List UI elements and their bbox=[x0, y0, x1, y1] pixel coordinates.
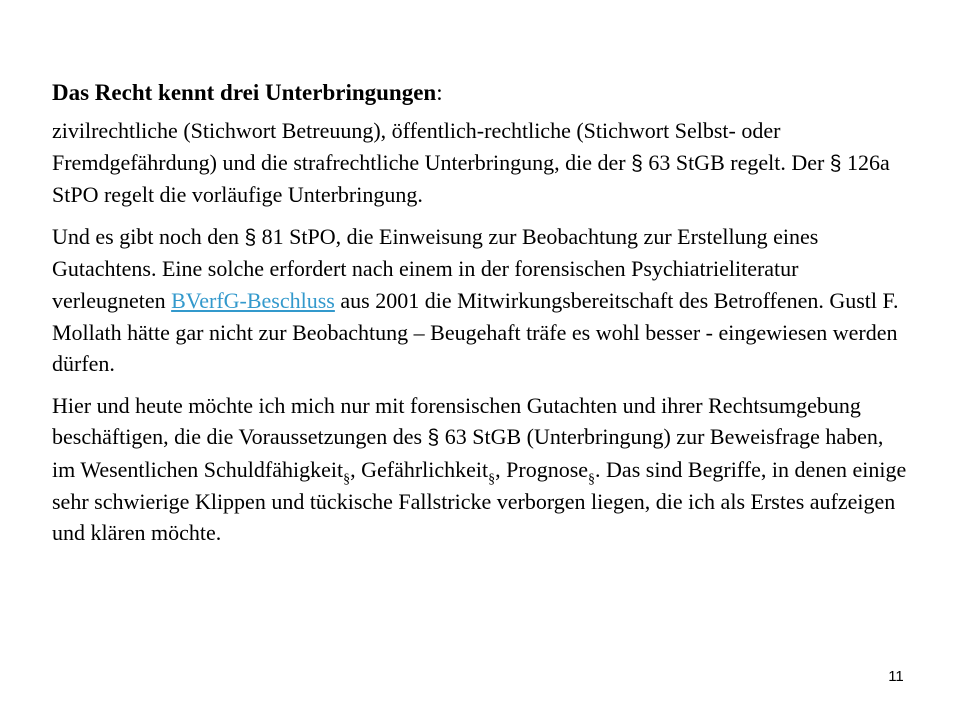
page-number: 11 bbox=[888, 668, 904, 685]
p1-text-3: 126a StPO regelt die vorläufige Unterbringung. bbox=[52, 149, 890, 208]
p3-text-5: . Das sind Begriffe, in denen einige sehr schwierige Klippen und tückische Fallstricke verborgen liegen, die ich als Erstes aufzeigen und klären möchte. bbox=[52, 456, 907, 546]
p1-text-2: 63 StGB regelt. Der bbox=[642, 149, 830, 175]
p1-section-sign-1: § bbox=[631, 151, 643, 175]
slide-content bbox=[52, 76, 912, 559]
p3-subscript-3: § bbox=[588, 471, 596, 487]
p1-text-1: zivilrechtliche (Stichwort Betreuung), öffentlich-rechtliche (Stichwort Selbst- oder Fremdgefährdung) und die strafrechtliche Unterbringung, die der bbox=[52, 118, 781, 175]
p1-section-sign-2: § bbox=[829, 151, 842, 175]
p3-text-4: , Prognose bbox=[495, 456, 589, 482]
p3-text-1: Hier und heute möchte ich mich nur mit forensischen Gutachten und ihrer Rechtsumgebung beschäftigen, die die Voraussetzungen des bbox=[52, 392, 861, 450]
p2-text-1: Und es gibt noch den bbox=[52, 223, 245, 249]
p3-subscript-1: § bbox=[343, 471, 351, 487]
heading-suffix: : bbox=[436, 80, 443, 105]
p2-text-2: 81 StPO, die Einweisung zur Beobachtung zur Erstellung eines Gutachtens. Eine solche erfordert nach einem in der forensischen Psychiatrieliteratur verleugneten bbox=[52, 223, 819, 313]
p3-text-2: 63 StGB (Unterbringung) zur Beweisfrage haben, im Wesentlichen Schuldfähigkeit bbox=[52, 424, 884, 482]
heading-bold: Das Recht kennt drei Unterbringungen bbox=[52, 80, 437, 105]
paragraph-forensic-reports bbox=[52, 390, 912, 549]
paragraph-observation bbox=[52, 221, 912, 380]
p2-text-3: aus 2001 die Mitwirkungsbereitschaft des Betroffenen. Gustl F. Mollath hätte gar nicht zur Beobachtung – Beugehaft träfe es wohl besser - eingewiesen werden dürfen. bbox=[52, 287, 899, 377]
slide-heading bbox=[52, 76, 912, 110]
p3-text-3: , Gefährlichkeit bbox=[350, 456, 489, 482]
bverfg-beschluss-link[interactable]: BVerfG-Beschluss bbox=[171, 287, 335, 313]
p3-subscript-2: § bbox=[488, 471, 496, 487]
p3-section-sign-1: § bbox=[427, 426, 440, 450]
p2-section-sign-1: § bbox=[244, 225, 257, 249]
paragraph-civil-law bbox=[52, 115, 912, 211]
